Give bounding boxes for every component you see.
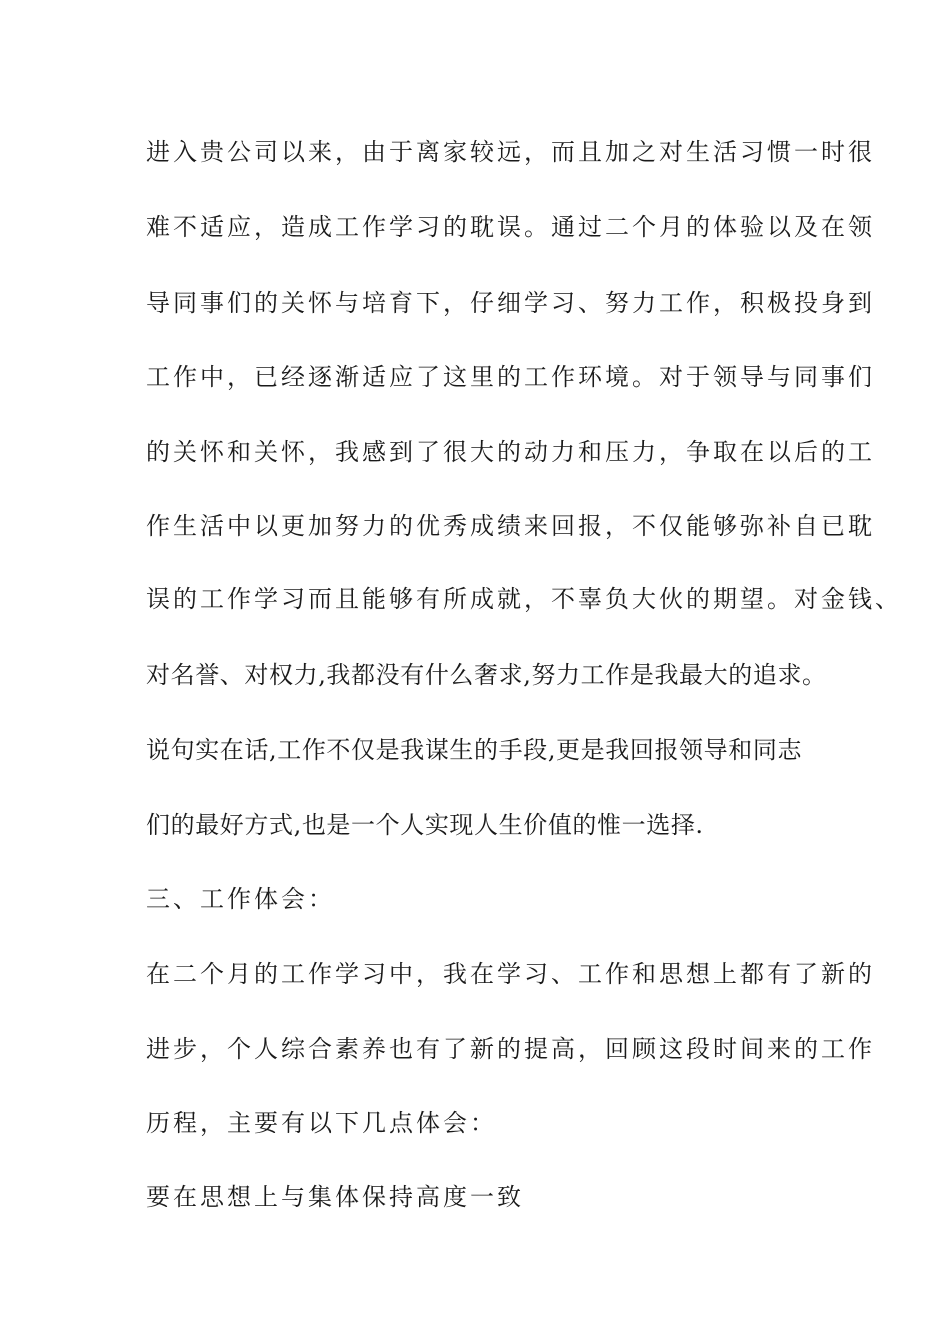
text-line: 导同事们的关怀与培育下，仔细学习、努力工作，积极投身到 <box>146 289 875 317</box>
text-line: 在二个月的工作学习中，我在学习、工作和思想上都有了新的 <box>146 960 875 988</box>
text-line: 误的工作学习而且能够有所成就，不辜负大伙的期望。对金钱、 <box>146 585 902 613</box>
text-line: 要在思想上与集体保持高度一致 <box>146 1183 524 1211</box>
text-line: 说句实在话,工作不仅是我谋生的手段,更是我回报领导和同志 <box>146 736 803 764</box>
text-line: 进步，个人综合素养也有了新的提高，回顾这段时间来的工作 <box>146 1035 875 1063</box>
text-line: 作生活中以更加努力的优秀成绩来回报，不仅能够弥补自已耽 <box>146 512 875 540</box>
text-line: 进入贵公司以来，由于离家较远，而且加之对生活习惯一时很 <box>146 138 875 166</box>
text-line: 的关怀和关怀，我感到了很大的动力和压力，争取在以后的工 <box>146 438 875 466</box>
text-line: 们的最好方式,也是一个人实现人生价值的惟一选择. <box>146 811 704 839</box>
text-line: 历程，主要有以下几点体会： <box>146 1109 497 1137</box>
section-heading: 三、工作体会： <box>146 885 335 913</box>
text-line: 对名誉、对权力,我都没有什么奢求,努力工作是我最大的追求。 <box>146 661 827 689</box>
text-line: 难不适应，造成工作学习的耽误。通过二个月的体验以及在领 <box>146 213 875 241</box>
text-line: 工作中，已经逐渐适应了这里的工作环境。对于领导与同事们 <box>146 363 875 391</box>
